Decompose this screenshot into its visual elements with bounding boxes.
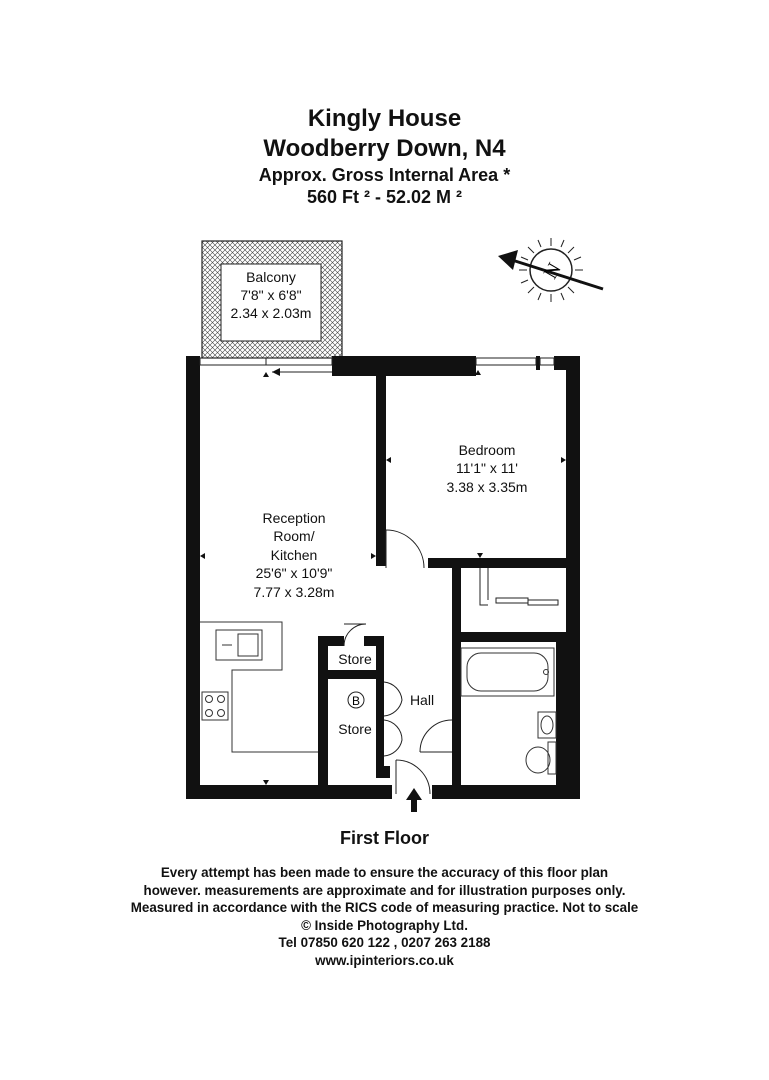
footer-line-5: Tel 07850 620 122 , 0207 263 2188 bbox=[278, 935, 491, 950]
reception-name-1: Reception bbox=[262, 510, 326, 526]
bedroom-imperial: 11'1" x 11' bbox=[456, 460, 518, 476]
boiler-icon bbox=[348, 692, 364, 708]
boiler-symbol: B bbox=[351, 694, 361, 708]
north-arrow-icon bbox=[498, 238, 603, 302]
bathroom-fixtures bbox=[461, 648, 556, 774]
reception-name-3: Kitchen bbox=[270, 547, 318, 563]
entrance-arrow-icon bbox=[406, 788, 422, 812]
bedroom-metric: 3.38 x 3.35m bbox=[446, 479, 528, 495]
reception-name-2: Room/ bbox=[273, 528, 315, 544]
bedroom-name: Bedroom bbox=[458, 442, 516, 458]
balcony-name: Balcony bbox=[246, 269, 296, 285]
footer-line-4: © Inside Photography Ltd. bbox=[301, 917, 468, 933]
footer-line-6: www.ipinteriors.co.uk bbox=[315, 952, 454, 968]
balcony-door bbox=[272, 368, 332, 376]
kitchen-units bbox=[200, 622, 318, 752]
area-label: Approx. Gross Internal Area * bbox=[258, 165, 511, 185]
reception-imperial: 25'6" x 10'9" bbox=[255, 565, 333, 581]
reception-metric: 7.77 x 3.28m bbox=[253, 584, 335, 600]
store-lower-name: Store bbox=[338, 721, 372, 737]
footer-line-2: however. measurements are approximate and for illustration purposes only. bbox=[143, 882, 626, 898]
building-name: Kingly House bbox=[307, 105, 462, 132]
footer-line-1: Every attempt has been made to ensure the accuracy of this floor plan bbox=[160, 865, 609, 880]
floor-label: First Floor bbox=[340, 828, 429, 848]
address: Woodberry Down, N4 bbox=[263, 135, 506, 162]
area-value: 560 Ft ² - 52.02 M ² bbox=[306, 187, 463, 207]
bathtub-icon bbox=[461, 648, 554, 696]
toilet-icon bbox=[548, 742, 556, 774]
footer-line-3: Measured in accordance with the RICS code of measuring practice. Not to scale bbox=[130, 900, 639, 915]
compass-letter: N bbox=[539, 259, 566, 283]
disclaimer-footer bbox=[0, 864, 769, 969]
hall-name: Hall bbox=[409, 692, 435, 708]
balcony-imperial: 7'8" x 6'8" bbox=[240, 287, 302, 303]
hob-icon bbox=[202, 692, 228, 720]
balcony-metric: 2.34 x 2.03m bbox=[230, 305, 312, 321]
store-upper-name: Store bbox=[338, 651, 372, 667]
